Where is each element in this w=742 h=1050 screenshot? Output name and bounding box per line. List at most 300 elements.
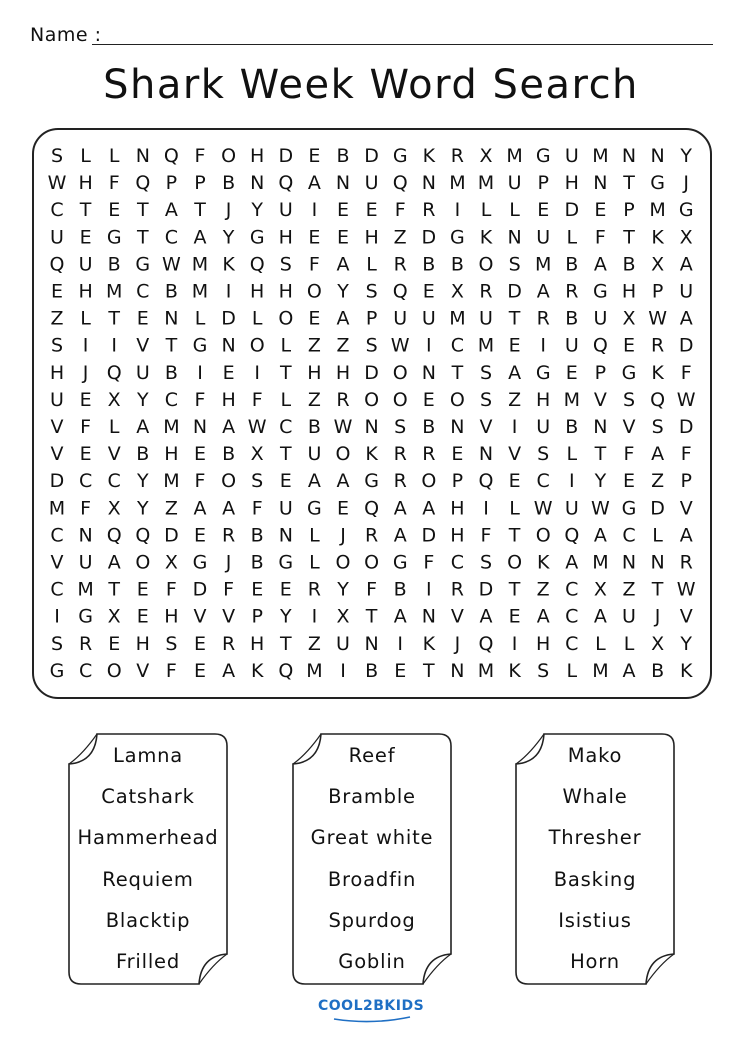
grid-letter[interactable]: R	[450, 578, 465, 601]
grid-letter[interactable]: J	[454, 632, 461, 655]
grid-letter[interactable]: W	[390, 334, 410, 357]
grid-letter[interactable]: G	[621, 497, 637, 520]
grid-letter[interactable]: D	[421, 226, 437, 249]
grid-letter[interactable]: T	[165, 334, 178, 357]
grid-letter[interactable]: N	[135, 145, 150, 167]
grid-letter[interactable]: S	[537, 443, 550, 466]
grid-letter[interactable]: R	[393, 470, 407, 493]
grid-letter[interactable]: Q	[564, 524, 580, 547]
grid-letter[interactable]: U	[278, 199, 293, 222]
grid-letter[interactable]: I	[225, 280, 232, 303]
grid-letter[interactable]: B	[651, 659, 665, 682]
grid-letter[interactable]: B	[336, 145, 350, 167]
grid-letter[interactable]: B	[422, 253, 436, 276]
grid-letter[interactable]: V	[193, 605, 207, 628]
grid-letter[interactable]: T	[136, 226, 149, 249]
grid-letter[interactable]: F	[623, 443, 635, 466]
grid-letter[interactable]: T	[594, 443, 607, 466]
grid-letter[interactable]: X	[651, 253, 665, 276]
grid-letter[interactable]: A	[107, 551, 121, 574]
grid-letter[interactable]: E	[422, 280, 435, 303]
grid-letter[interactable]: H	[621, 280, 637, 303]
grid-letter[interactable]: U	[336, 632, 350, 655]
grid-letter[interactable]: N	[421, 361, 436, 384]
grid-letter[interactable]: W	[533, 497, 553, 520]
grid-letter[interactable]: T	[365, 605, 378, 628]
grid-letter[interactable]: C	[107, 470, 121, 493]
grid-letter[interactable]: U	[278, 497, 293, 520]
grid-letter[interactable]: T	[508, 524, 521, 547]
grid-letter[interactable]: R	[336, 388, 350, 411]
grid-letter[interactable]: W	[648, 307, 667, 330]
grid-letter[interactable]: N	[278, 524, 293, 547]
grid-letter[interactable]: K	[479, 226, 493, 249]
grid-letter[interactable]: M	[506, 145, 523, 167]
grid-letter[interactable]: H	[135, 632, 150, 655]
grid-letter[interactable]: M	[563, 388, 581, 411]
grid-letter[interactable]: H	[164, 443, 179, 466]
grid-letter[interactable]: H	[536, 388, 551, 411]
grid-letter[interactable]: M	[477, 659, 495, 682]
grid-letter[interactable]: W	[162, 253, 181, 276]
grid-letter[interactable]: L	[251, 307, 263, 330]
grid-letter[interactable]: H	[49, 361, 65, 384]
grid-letter[interactable]: K	[508, 659, 521, 682]
grid-letter[interactable]: V	[136, 659, 150, 682]
grid-letter[interactable]: J	[654, 605, 661, 628]
grid-letter[interactable]: V	[50, 443, 64, 466]
grid-letter[interactable]: Y	[680, 632, 693, 655]
grid-letter[interactable]: P	[537, 172, 549, 195]
grid-letter[interactable]: F	[165, 659, 177, 682]
grid-letter[interactable]: D	[364, 145, 379, 167]
grid-letter[interactable]: O	[421, 470, 437, 493]
grid-letter[interactable]: G	[307, 497, 322, 520]
grid-letter[interactable]: U	[364, 172, 379, 195]
grid-letter[interactable]: D	[192, 578, 208, 601]
grid-letter[interactable]: K	[536, 551, 550, 574]
grid-letter[interactable]: M	[477, 172, 495, 195]
grid-letter[interactable]: O	[478, 253, 494, 276]
grid-letter[interactable]: E	[308, 307, 321, 330]
grid-letter[interactable]: T	[451, 361, 464, 384]
grid-letter[interactable]: O	[221, 470, 237, 493]
grid-letter[interactable]: Z	[307, 334, 321, 357]
grid-letter[interactable]: B	[565, 253, 579, 276]
grid-letter[interactable]: B	[107, 253, 121, 276]
grid-letter[interactable]: S	[651, 416, 664, 438]
grid-letter[interactable]: O	[364, 388, 380, 411]
grid-letter[interactable]: F	[680, 443, 692, 466]
grid-letter[interactable]: Y	[222, 226, 235, 249]
grid-letter[interactable]: R	[565, 280, 579, 303]
grid-letter[interactable]: C	[450, 334, 465, 357]
grid-letter[interactable]: H	[250, 632, 265, 655]
grid-letter[interactable]: B	[136, 443, 150, 466]
grid-letter[interactable]: U	[135, 361, 150, 384]
grid-letter[interactable]: M	[105, 280, 123, 303]
grid-letter[interactable]: A	[565, 551, 579, 574]
grid-letter[interactable]: S	[165, 632, 178, 655]
grid-letter[interactable]: G	[192, 551, 208, 574]
grid-letter[interactable]: O	[449, 388, 465, 411]
grid-letter[interactable]: X	[479, 145, 493, 167]
grid-letter[interactable]: A	[679, 524, 693, 547]
grid-letter[interactable]: S	[50, 334, 64, 357]
grid-letter[interactable]: N	[478, 443, 494, 466]
grid-letter[interactable]: Q	[106, 361, 122, 384]
grid-letter[interactable]: E	[336, 199, 350, 222]
grid-letter[interactable]: D	[678, 416, 694, 438]
grid-letter[interactable]: E	[422, 388, 435, 411]
grid-letter[interactable]: Q	[135, 524, 151, 547]
grid-letter[interactable]: M	[163, 470, 180, 493]
grid-letter[interactable]: P	[165, 172, 178, 195]
grid-letter[interactable]: I	[540, 334, 547, 357]
grid-letter[interactable]: S	[508, 253, 521, 276]
grid-letter[interactable]: E	[336, 497, 350, 520]
grid-letter[interactable]: Z	[307, 388, 321, 411]
grid-letter[interactable]: J	[340, 524, 346, 547]
name-write-line[interactable]	[92, 44, 713, 45]
grid-letter[interactable]: V	[508, 443, 522, 466]
grid-letter[interactable]: G	[593, 280, 608, 303]
grid-letter[interactable]: L	[80, 307, 91, 330]
grid-letter[interactable]: E	[508, 470, 521, 493]
grid-letter[interactable]: H	[364, 226, 379, 249]
grid-letter[interactable]: A	[679, 253, 693, 276]
grid-letter[interactable]: I	[425, 578, 432, 601]
grid-letter[interactable]: N	[650, 145, 665, 167]
grid-letter[interactable]: P	[251, 605, 263, 628]
grid-letter[interactable]: E	[308, 226, 321, 249]
grid-letter[interactable]: L	[509, 497, 520, 520]
grid-letter[interactable]: N	[507, 226, 522, 249]
grid-letter[interactable]: D	[421, 524, 437, 547]
grid-letter[interactable]: U	[564, 334, 579, 357]
grid-letter[interactable]: Q	[163, 145, 179, 167]
grid-letter[interactable]: K	[651, 226, 664, 249]
grid-letter[interactable]: Z	[336, 334, 350, 357]
grid-letter[interactable]: N	[335, 172, 351, 195]
grid-letter[interactable]: A	[336, 307, 350, 330]
grid-letter[interactable]: A	[193, 226, 207, 249]
grid-letter[interactable]: Z	[393, 226, 407, 249]
grid-letter[interactable]: Z	[651, 470, 665, 493]
grid-letter[interactable]: R	[536, 307, 550, 330]
grid-letter[interactable]: B	[422, 416, 436, 438]
grid-letter[interactable]: I	[311, 199, 318, 222]
grid-letter[interactable]: A	[393, 605, 407, 628]
grid-letter[interactable]: O	[392, 361, 408, 384]
grid-letter[interactable]: O	[507, 551, 523, 574]
grid-letter[interactable]: A	[422, 497, 436, 520]
grid-letter[interactable]: Q	[106, 524, 122, 547]
grid-letter[interactable]: N	[250, 172, 265, 195]
grid-letter[interactable]: X	[622, 307, 636, 330]
grid-letter[interactable]: Y	[680, 145, 693, 167]
grid-letter[interactable]: B	[222, 443, 236, 466]
grid-letter[interactable]: E	[336, 226, 350, 249]
grid-letter[interactable]: H	[250, 280, 265, 303]
grid-letter[interactable]: L	[80, 145, 91, 167]
grid-letter[interactable]: R	[221, 632, 236, 655]
grid-letter[interactable]: L	[566, 659, 578, 682]
grid-letter[interactable]: O	[278, 307, 294, 330]
grid-letter[interactable]: U	[679, 280, 694, 303]
grid-letter[interactable]: M	[449, 307, 466, 330]
grid-letter[interactable]: P	[680, 470, 692, 493]
grid-letter[interactable]: E	[136, 578, 149, 601]
grid-letter[interactable]: M	[77, 578, 94, 601]
grid-letter[interactable]: E	[508, 605, 521, 628]
grid-letter[interactable]: E	[451, 443, 464, 466]
grid-letter[interactable]: V	[450, 605, 464, 628]
grid-letter[interactable]: Q	[135, 172, 151, 195]
grid-letter[interactable]: I	[483, 497, 489, 520]
grid-letter[interactable]: U	[564, 497, 579, 520]
grid-letter[interactable]: E	[193, 443, 207, 466]
grid-letter[interactable]: E	[79, 443, 92, 466]
grid-letter[interactable]: Y	[337, 578, 349, 601]
grid-letter[interactable]: X	[679, 226, 693, 249]
grid-letter[interactable]: X	[107, 497, 121, 520]
grid-letter[interactable]: R	[78, 632, 93, 655]
grid-letter[interactable]: Q	[392, 280, 408, 303]
grid-letter[interactable]: N	[450, 416, 465, 438]
grid-letter[interactable]: N	[164, 307, 179, 330]
grid-letter[interactable]: T	[508, 578, 521, 601]
grid-letter[interactable]: I	[54, 605, 60, 628]
grid-letter[interactable]: F	[308, 253, 320, 276]
grid-letter[interactable]: P	[365, 307, 378, 330]
grid-letter[interactable]: T	[79, 199, 92, 222]
grid-letter[interactable]: A	[336, 470, 350, 493]
grid-letter[interactable]: C	[78, 659, 93, 682]
grid-letter[interactable]: G	[678, 199, 694, 222]
grid-letter[interactable]: U	[50, 388, 64, 411]
grid-letter[interactable]: X	[450, 280, 464, 303]
grid-letter[interactable]: M	[306, 659, 323, 682]
grid-letter[interactable]: I	[454, 199, 461, 222]
grid-letter[interactable]: W	[333, 416, 353, 438]
grid-letter[interactable]: G	[278, 551, 294, 574]
grid-letter[interactable]: P	[623, 199, 635, 222]
grid-letter[interactable]: M	[48, 497, 66, 520]
grid-letter[interactable]: G	[535, 361, 551, 384]
grid-letter[interactable]: S	[479, 551, 493, 574]
grid-letter[interactable]: L	[194, 307, 206, 330]
grid-letter[interactable]: K	[679, 659, 693, 682]
grid-letter[interactable]: E	[136, 605, 149, 628]
grid-letter[interactable]: K	[651, 361, 664, 384]
grid-letter[interactable]: T	[508, 307, 521, 330]
grid-letter[interactable]: U	[536, 226, 551, 249]
grid-letter[interactable]: H	[564, 172, 579, 195]
grid-letter[interactable]: E	[508, 334, 521, 357]
grid-letter[interactable]: T	[651, 578, 664, 601]
grid-letter[interactable]: F	[423, 551, 435, 574]
grid-letter[interactable]: A	[679, 307, 693, 330]
grid-letter[interactable]: C	[164, 226, 179, 249]
grid-letter[interactable]: G	[106, 226, 122, 249]
grid-letter[interactable]: S	[479, 361, 493, 384]
grid-letter[interactable]: N	[450, 659, 465, 682]
grid-letter[interactable]: D	[164, 524, 179, 547]
grid-letter[interactable]: X	[250, 443, 264, 466]
grid-letter[interactable]: E	[622, 470, 636, 493]
grid-letter[interactable]: F	[251, 388, 263, 411]
grid-letter[interactable]: T	[279, 361, 292, 384]
grid-letter[interactable]: R	[307, 578, 322, 601]
grid-letter[interactable]: E	[193, 659, 207, 682]
grid-letter[interactable]: F	[108, 172, 120, 195]
grid-letter[interactable]: R	[393, 443, 407, 466]
grid-letter[interactable]: U	[421, 307, 436, 330]
grid-letter[interactable]: D	[49, 470, 65, 493]
grid-letter[interactable]: C	[565, 605, 579, 628]
grid-letter[interactable]: B	[565, 416, 579, 438]
grid-letter[interactable]: A	[593, 524, 607, 547]
grid-letter[interactable]: U	[78, 551, 93, 574]
grid-letter[interactable]: E	[251, 578, 264, 601]
grid-letter[interactable]: H	[250, 145, 265, 167]
grid-letter[interactable]: E	[193, 632, 207, 655]
grid-letter[interactable]: A	[536, 605, 550, 628]
grid-letter[interactable]: Y	[251, 199, 264, 222]
grid-letter[interactable]: W	[47, 172, 67, 195]
grid-letter[interactable]: N	[593, 416, 608, 438]
grid-letter[interactable]: K	[422, 632, 436, 655]
grid-letter[interactable]: B	[622, 253, 636, 276]
grid-letter[interactable]: H	[278, 280, 293, 303]
grid-letter[interactable]: F	[366, 578, 378, 601]
grid-letter[interactable]: G	[392, 145, 408, 167]
grid-letter[interactable]: E	[622, 334, 636, 357]
grid-letter[interactable]: Z	[536, 578, 550, 601]
grid-letter[interactable]: O	[221, 145, 237, 167]
grid-letter[interactable]: X	[651, 632, 665, 655]
grid-letter[interactable]: Q	[249, 253, 265, 276]
grid-letter[interactable]: S	[365, 280, 378, 303]
grid-letter[interactable]: B	[222, 172, 236, 195]
grid-letter[interactable]: L	[309, 551, 320, 574]
grid-letter[interactable]: R	[221, 524, 236, 547]
grid-letter[interactable]: U	[78, 253, 93, 276]
grid-letter[interactable]: V	[107, 443, 121, 466]
grid-letter[interactable]: N	[192, 416, 208, 438]
grid-letter[interactable]: P	[594, 361, 607, 384]
grid-letter[interactable]: N	[650, 551, 665, 574]
grid-letter[interactable]: A	[508, 361, 522, 384]
grid-letter[interactable]: E	[108, 199, 121, 222]
grid-letter[interactable]: A	[593, 605, 607, 628]
grid-letter[interactable]: A	[622, 659, 636, 682]
grid-letter[interactable]: N	[364, 632, 379, 655]
grid-letter[interactable]: A	[222, 416, 236, 438]
grid-letter[interactable]: M	[592, 145, 609, 167]
grid-letter[interactable]: G	[192, 334, 208, 357]
grid-letter[interactable]: H	[78, 172, 93, 195]
grid-letter[interactable]: J	[225, 199, 232, 222]
grid-letter[interactable]: T	[623, 226, 635, 249]
grid-letter[interactable]: C	[536, 470, 550, 493]
grid-letter[interactable]: T	[279, 443, 292, 466]
grid-letter[interactable]: V	[50, 551, 64, 574]
grid-letter[interactable]: C	[78, 470, 93, 493]
grid-letter[interactable]: E	[394, 659, 407, 682]
grid-letter[interactable]: A	[222, 659, 236, 682]
grid-letter[interactable]: W	[591, 497, 610, 520]
grid-letter[interactable]: C	[50, 524, 64, 547]
grid-letter[interactable]: I	[340, 659, 346, 682]
grid-letter[interactable]: G	[535, 145, 551, 167]
grid-letter[interactable]: L	[280, 334, 292, 357]
grid-letter[interactable]: E	[79, 226, 92, 249]
grid-letter[interactable]: F	[680, 361, 692, 384]
grid-letter[interactable]: I	[397, 632, 404, 655]
grid-letter[interactable]: M	[649, 199, 666, 222]
grid-letter[interactable]: D	[507, 280, 522, 303]
grid-letter[interactable]: V	[679, 497, 693, 520]
grid-letter[interactable]: O	[364, 551, 380, 574]
grid-letter[interactable]: A	[536, 280, 550, 303]
grid-letter[interactable]: E	[565, 361, 578, 384]
grid-letter[interactable]: H	[335, 361, 351, 384]
grid-letter[interactable]: M	[477, 334, 495, 357]
grid-letter[interactable]: E	[594, 199, 607, 222]
grid-letter[interactable]: X	[164, 551, 178, 574]
grid-letter[interactable]: N	[78, 524, 93, 547]
grid-letter[interactable]: Y	[136, 388, 149, 411]
grid-letter[interactable]: E	[279, 578, 292, 601]
grid-letter[interactable]: A	[136, 416, 150, 438]
grid-letter[interactable]: Z	[164, 497, 178, 520]
grid-letter[interactable]: A	[307, 172, 321, 195]
grid-letter[interactable]: J	[225, 551, 232, 574]
grid-letter[interactable]: W	[676, 388, 696, 411]
grid-letter[interactable]: U	[507, 172, 522, 195]
grid-letter[interactable]: N	[593, 172, 608, 195]
grid-letter[interactable]: O	[535, 524, 551, 547]
grid-letter[interactable]: N	[621, 551, 637, 574]
grid-letter[interactable]: J	[683, 172, 690, 195]
grid-letter[interactable]: D	[564, 199, 580, 222]
grid-letter[interactable]: I	[254, 361, 261, 384]
grid-letter[interactable]: R	[422, 443, 436, 466]
grid-letter[interactable]: U	[307, 443, 322, 466]
grid-letter[interactable]: L	[309, 524, 320, 547]
grid-letter[interactable]: Y	[337, 280, 349, 303]
grid-letter[interactable]: C	[565, 632, 579, 655]
grid-letter[interactable]: D	[278, 145, 294, 167]
grid-letter[interactable]: F	[251, 497, 263, 520]
grid-letter[interactable]: H	[450, 497, 465, 520]
grid-letter[interactable]: R	[422, 199, 436, 222]
grid-letter[interactable]: A	[164, 199, 178, 222]
grid-letter[interactable]: B	[250, 551, 264, 574]
grid-letter[interactable]: I	[311, 605, 318, 628]
grid-letter[interactable]: S	[50, 632, 64, 655]
grid-letter[interactable]: G	[249, 226, 265, 249]
grid-letter[interactable]: E	[50, 280, 64, 303]
grid-letter[interactable]: I	[511, 632, 518, 655]
grid-letter[interactable]: Q	[478, 470, 494, 493]
grid-letter[interactable]: C	[50, 578, 64, 601]
grid-letter[interactable]: C	[450, 551, 465, 574]
grid-letter[interactable]: B	[450, 253, 464, 276]
grid-letter[interactable]: A	[222, 497, 236, 520]
